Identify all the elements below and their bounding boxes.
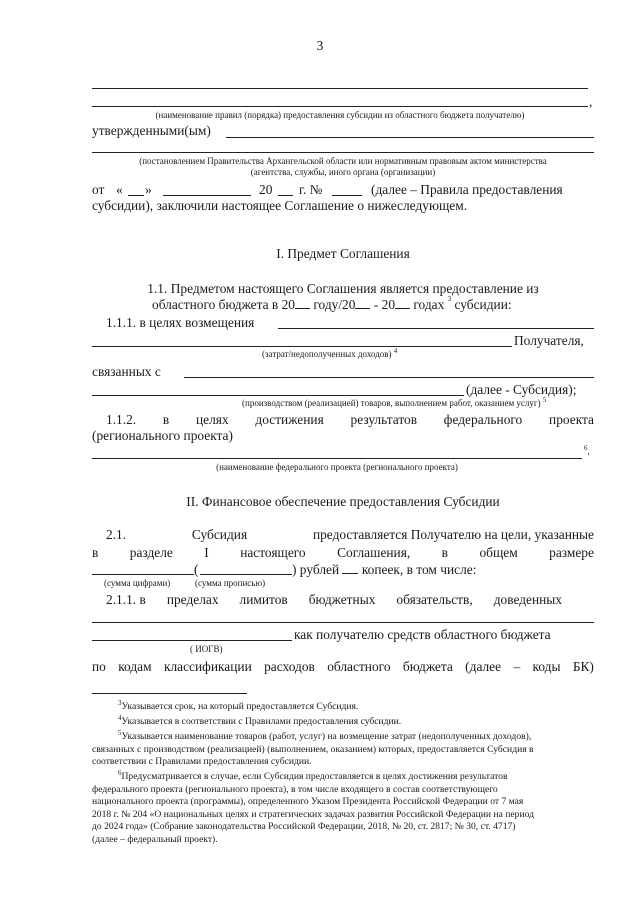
- quote-open: «: [116, 182, 123, 197]
- paragraph-1-1-2-cont: (регионального проекта): [92, 428, 233, 443]
- caption-costs: (затрат/недополученных доходов) $^4$: [262, 347, 398, 359]
- blank-line-reimburse: [278, 328, 594, 329]
- connected-label: связанных с: [92, 364, 161, 379]
- blank-line-connected-2: [92, 395, 464, 396]
- number-label: г. №: [299, 182, 323, 197]
- paragraph-1-1-2: 1.1.2. в целях достижения результатов федерального проекта: [106, 412, 594, 427]
- hereafter-subsidy: (далее - Субсидия);: [466, 382, 577, 397]
- blank-year: [278, 195, 293, 196]
- footnote-3: $^3$Указывается срок, на который предоставляется Субсидия.: [118, 699, 359, 712]
- paragraph-2-1-line-2: в разделе I настоящего Соглашения, в общем размере: [92, 545, 594, 560]
- blank-month: [163, 195, 251, 196]
- amount-open-paren: (: [194, 562, 199, 577]
- caption-rules: (наименование правил (порядка) предоставления субсидии из областного бюджета получателю): [155, 110, 525, 120]
- blank-line-approved: [226, 137, 594, 138]
- codes-line: по кодам классификации расходов областного бюджета (далее – коды БК): [92, 659, 594, 674]
- caption-federal: (наименование федерального проекта (регионального проекта): [216, 462, 458, 472]
- blank-line-rules-2: [92, 106, 588, 107]
- from-label: от: [92, 182, 105, 197]
- page-number: 3: [316, 38, 324, 53]
- caption-act-1: (постановлением Правительства Архангельской области или нормативным правовым актом министерства: [139, 156, 547, 166]
- recipient-label: Получателя,: [514, 333, 584, 348]
- quote-close: »: [145, 182, 152, 197]
- year-prefix: 20: [259, 182, 273, 197]
- paragraph-1-1-line-2: областного бюджета в 20 году/20 - 20 годах $^3$ субсидии:: [152, 295, 512, 312]
- blank-line-reimburse-2: [92, 346, 512, 347]
- paragraph-1-1-line-1: 1.1. Предметом настоящего Соглашения является предоставление из: [147, 281, 539, 296]
- rules-hereafter: (далее – Правила предоставления: [371, 182, 563, 197]
- blank-line-limits: [92, 622, 594, 623]
- comma: ,: [589, 94, 593, 109]
- footnote-6: $^6$Предусматривается в случае, если Субсидия предоставляется в целях достижения результатов федерального проекта (регионального проекта), в том числе входящего в состав соответствующего национального проекта (программы), определенного Указом Президента Российской Федерации от 7 мая 2018 г. № 204 «О национальных целях и стратегических задачах развития Российской Федерации на период до 2024 года» (Собрание законодательства Российской Федерации, 2018, № 20, ст. 2817; № 30, ст. 4717) (далее – федеральный проект).: [92, 769, 534, 845]
- blank-sum-words: [200, 574, 292, 575]
- as-recipient: как получателю средств областного бюджета: [294, 627, 551, 642]
- blank-day: [128, 195, 144, 196]
- section-title-1: I. Предмет Соглашения: [276, 246, 410, 261]
- caption-sum-digits: (сумма цифрами): [104, 578, 171, 588]
- blank-line-rules-1: [92, 88, 588, 89]
- caption-production: (производством (реализацией) товаров, выполнением работ, оказанием услуг) $^5$: [242, 396, 547, 408]
- section-title-2: II. Финансовое обеспечение предоставления Субсидии: [186, 494, 500, 509]
- blank-line-federal: [92, 458, 582, 459]
- approved-label: утвержденными(ым): [92, 123, 211, 138]
- blank-line-connected: [184, 377, 594, 378]
- footnote-4: $^4$Указывается в соответствии с Правилами предоставления субсидии.: [118, 714, 402, 727]
- caption-act-2: (агентства, службы, иного органа (организации): [250, 167, 436, 177]
- blank-sum-digits: [92, 574, 194, 575]
- footnote-separator: [92, 693, 247, 694]
- amount-text: ) рублей копеек, в том числе:: [292, 562, 477, 577]
- paragraph-1-1-1: 1.1.1. в целях возмещения: [106, 315, 255, 330]
- from-row-continuation: субсидии), заключили настоящее Соглашение о нижеследующем.: [92, 198, 468, 213]
- blank-number: [332, 195, 362, 196]
- caption-iogv: ( ИОГВ): [190, 644, 223, 654]
- paragraph-2-1-1: 2.1.1. в пределах лимитов бюджетных обязательств, доведенных: [106, 592, 562, 607]
- caption-sum-words: (сумма прописью): [195, 578, 266, 588]
- footnote-5: $^5$Указывается наименование товаров (работ, услуг) на возмещение затрат (недополученных доходов), связанных с производством (реализацией) (выполнением, оказанием) которых, предоставляется Субсидия в соответствии с Правилами предоставления субсидии.: [92, 729, 534, 768]
- federal-footnote-ref: $^6$,: [584, 444, 590, 456]
- blank-line-iogv: [92, 640, 292, 641]
- blank-line-act: [92, 152, 594, 153]
- paragraph-2-1-line-1: 2.1. Субсидия предоставляется Получателю на цели, указанные: [106, 527, 594, 542]
